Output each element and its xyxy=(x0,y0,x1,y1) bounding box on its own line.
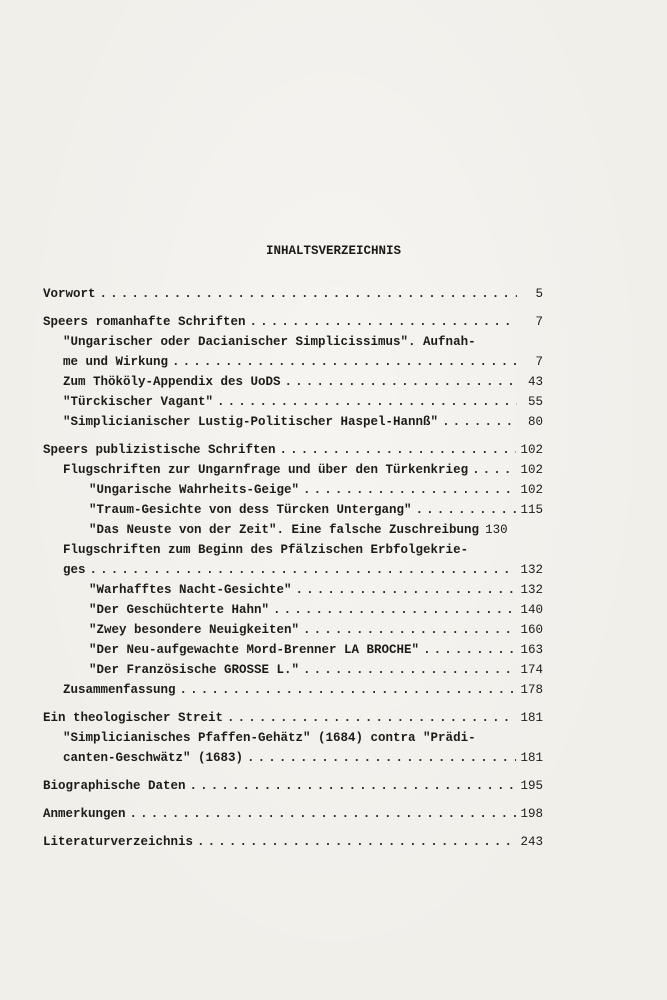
toc-page-number: 130 xyxy=(485,523,508,537)
leader-dots xyxy=(180,680,517,700)
toc-page-number: 132 xyxy=(520,563,543,577)
leader-dots xyxy=(416,500,517,520)
toc-entry-simplicissimus-line2 xyxy=(43,352,543,372)
toc-page-number: 163 xyxy=(520,643,543,657)
leader-dots xyxy=(100,284,517,304)
toc-page-number: 43 xyxy=(527,375,543,389)
toc-entry-text: Zum Thököly-Appendix des UoDS xyxy=(63,375,281,389)
toc-entry-text: Ein theologischer Streit xyxy=(43,711,224,725)
toc-entry-text: "Zwey besondere Neuigkeiten" xyxy=(89,623,300,637)
toc-entry-text: ges xyxy=(63,563,86,577)
toc-entry-text: "Der Französische GROSSE L." xyxy=(89,663,300,677)
leader-dots xyxy=(172,352,517,372)
toc-entry-haspel-hannss xyxy=(43,412,543,432)
toc-entry-geschuchterte-hahn xyxy=(43,600,543,620)
toc-entry-anmerkungen xyxy=(43,804,543,824)
toc-entry-franzosische-grosse xyxy=(43,660,543,680)
toc-entry-mord-brenner xyxy=(43,640,543,660)
toc-page-number: 55 xyxy=(527,395,543,409)
leader-dots xyxy=(247,748,516,768)
toc-entry-text: Flugschriften zum Beginn des Pfälzischen Erbfolgekrie- xyxy=(63,543,469,557)
toc-page-number: 102 xyxy=(520,443,543,457)
toc-entry-publizistische-schriften xyxy=(43,440,543,460)
toc-entry-zwey-neuigkeiten xyxy=(43,620,543,640)
page-title: INHALTSVERZEICHNIS xyxy=(265,244,402,258)
toc-entry-text: Biographische Daten xyxy=(43,779,186,793)
toc-entry-thokoly-appendix xyxy=(43,372,543,392)
toc-entry-zusammenfassung xyxy=(43,680,543,700)
toc-entry-text: Speers publizistische Schriften xyxy=(43,443,276,457)
toc-entry-text: "Traum-Gesichte von dess Türcken Untergang" xyxy=(89,503,412,517)
toc-entry-text: "Das Neuste von der Zeit". Eine falsche Zuschreibung xyxy=(89,523,480,537)
toc-entry-text: me und Wirkung xyxy=(63,355,169,369)
leader-dots xyxy=(90,560,517,580)
toc-page-number: 181 xyxy=(520,751,543,765)
leader-dots xyxy=(303,480,516,500)
toc-page-number: 5 xyxy=(535,287,543,301)
leader-dots xyxy=(190,776,517,796)
toc-entry-theologischer-streit xyxy=(43,708,543,728)
toc-page-number: 178 xyxy=(520,683,543,697)
toc-entry-text: "Ungarischer oder Dacianischer Simplicissimus". Aufnah- xyxy=(63,335,476,349)
toc-entry-text: Flugschriften zur Ungarnfrage und über den Türkenkrieg xyxy=(63,463,469,477)
toc-page-number: 115 xyxy=(520,503,543,517)
toc-entry-text: "Warhafftes Nacht-Gesichte" xyxy=(89,583,292,597)
toc-page-number: 7 xyxy=(535,315,543,329)
toc-entry-pfalzischer-erbfolgekrieg-line1 xyxy=(43,540,543,560)
toc-page-number: 181 xyxy=(520,711,543,725)
toc-entry-biographische-daten xyxy=(43,776,543,796)
leader-dots xyxy=(442,412,517,432)
leader-dots xyxy=(217,392,517,412)
toc-entry-simplicissimus-line1 xyxy=(43,332,543,352)
leader-dots xyxy=(197,832,516,852)
toc-entry-neuste-von-der-zeit xyxy=(43,520,543,540)
toc-entry-nacht-gesichte xyxy=(43,580,543,600)
leader-dots xyxy=(303,660,516,680)
leader-dots xyxy=(273,600,516,620)
toc-entry-traum-gesichte xyxy=(43,500,543,520)
toc-entry-turckischer-vagant xyxy=(43,392,543,412)
leader-dots xyxy=(423,640,516,660)
toc-entry-text: "Der Neu-aufgewachte Mord-Brenner LA BROCHE" xyxy=(89,643,420,657)
toc-entry-text: "Türckischer Vagant" xyxy=(63,395,214,409)
toc-entry-text: Speers romanhafte Schriften xyxy=(43,315,246,329)
toc-page-number: 243 xyxy=(520,835,543,849)
toc-entry-text: Anmerkungen xyxy=(43,807,126,821)
leader-dots xyxy=(227,708,516,728)
toc-entry-pfalzischer-erbfolgekrieg-line2 xyxy=(43,560,543,580)
toc-entry-text: Zusammenfassung xyxy=(63,683,176,697)
toc-entry-literaturverzeichnis xyxy=(43,832,543,852)
toc-entry-text: "Simplicianischer Lustig-Politischer Haspel-Hannß" xyxy=(63,415,439,429)
leader-dots xyxy=(285,372,517,392)
toc-page-number: 174 xyxy=(520,663,543,677)
toc-page-number: 102 xyxy=(520,483,543,497)
toc-page-number: 80 xyxy=(527,415,543,429)
toc-page-number: 160 xyxy=(520,623,543,637)
toc-entry-wahrheits-geige xyxy=(43,480,543,500)
leader-dots xyxy=(280,440,517,460)
leader-dots xyxy=(130,804,517,824)
toc-entry-vorwort xyxy=(43,284,543,304)
toc-entry-pfaffen-gehatz-line2 xyxy=(43,748,543,768)
toc-entry-text: canten-Geschwätz" (1683) xyxy=(63,751,244,765)
toc-page-number: 195 xyxy=(520,779,543,793)
toc-entry-text: "Der Geschüchterte Hahn" xyxy=(89,603,270,617)
toc-entry-romanhafte-schriften xyxy=(43,312,543,332)
toc-entry-flugschriften-ungarnfrage xyxy=(43,460,543,480)
toc-entry-text: "Simplicianisches Pfaffen-Gehätz" (1684) contra "Prädi- xyxy=(63,731,476,745)
leader-dots xyxy=(472,460,516,480)
toc-page-number: 102 xyxy=(520,463,543,477)
toc-page-number: 7 xyxy=(535,355,543,369)
toc-entry-text: "Ungarische Wahrheits-Geige" xyxy=(89,483,300,497)
leader-dots xyxy=(296,580,517,600)
toc-entry-text: Vorwort xyxy=(43,287,96,301)
toc-page-number: 140 xyxy=(520,603,543,617)
leader-dots xyxy=(250,312,517,332)
toc-page-number: 132 xyxy=(520,583,543,597)
toc-entry-pfaffen-gehatz-line1 xyxy=(43,728,543,748)
leader-dots xyxy=(303,620,516,640)
toc-entry-text: Literaturverzeichnis xyxy=(43,835,194,849)
toc-page-number: 198 xyxy=(520,807,543,821)
